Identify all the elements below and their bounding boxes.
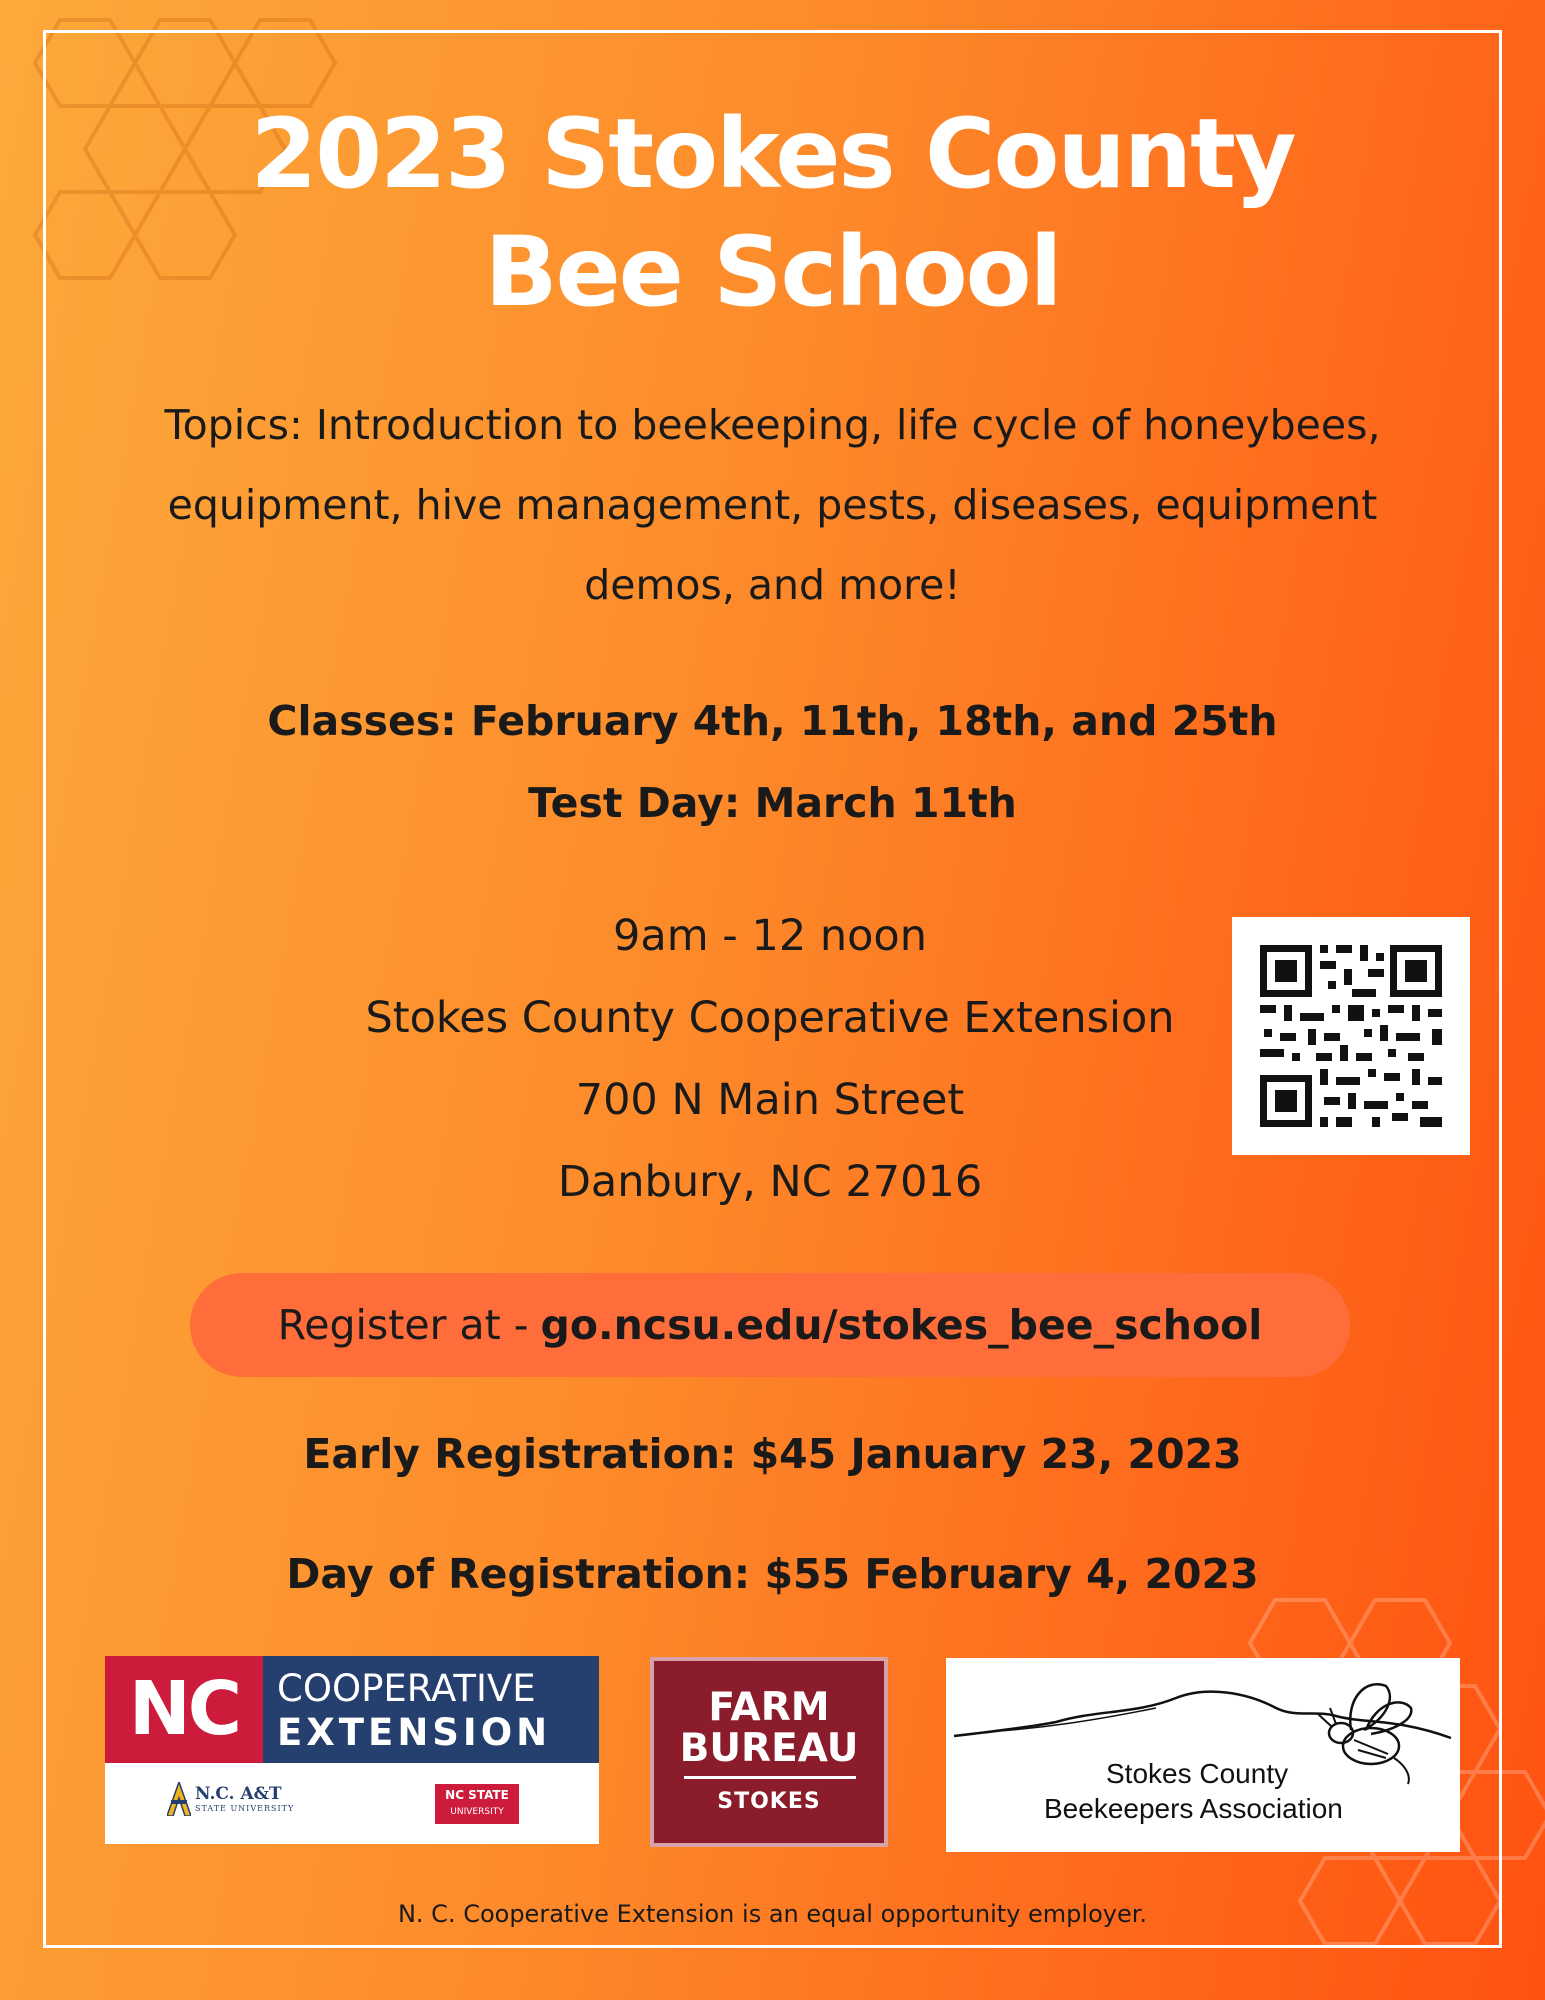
farm-bureau-logo bbox=[650, 1657, 888, 1847]
qr-code-icon bbox=[1232, 917, 1470, 1155]
nc-state-sub: UNIVERSITY bbox=[450, 1807, 504, 1817]
nc-mark: NC bbox=[105, 1656, 263, 1763]
nc-at-name: N.C. A&T bbox=[195, 1784, 282, 1804]
cooperative-text: COOPERATIVE bbox=[277, 1667, 536, 1710]
nc-cooperative-extension-logo bbox=[105, 1656, 599, 1844]
stokes-text: STOKES bbox=[717, 1789, 821, 1814]
title-line-1: 2023 Stokes County bbox=[250, 98, 1295, 210]
page-title bbox=[0, 95, 1545, 331]
register-prefix: Register at - bbox=[277, 1301, 529, 1349]
extension-text: EXTENSION bbox=[277, 1711, 552, 1754]
time: 9am - 12 noon bbox=[613, 911, 927, 961]
venue-name: Stokes County Cooperative Extension bbox=[365, 993, 1175, 1043]
classes-dates: Classes: February 4th, 11th, 18th, and 25th bbox=[267, 697, 1278, 745]
aggie-icon bbox=[167, 1782, 191, 1816]
beekeepers-line-2: Beekeepers Association bbox=[1044, 1793, 1343, 1824]
venue-info bbox=[290, 895, 1250, 1223]
title-line-2: Bee School bbox=[484, 216, 1061, 328]
topics-line: Topics: Introduction to beekeeping, life cycle of honeybees, bbox=[164, 401, 1381, 449]
nc-at-label bbox=[195, 1784, 294, 1813]
street-address: 700 N Main Street bbox=[575, 1075, 965, 1125]
early-registration: Early Registration: $45 January 23, 2023 bbox=[303, 1430, 1242, 1478]
nc-at-sub: STATE UNIVERSITY bbox=[195, 1804, 295, 1813]
city-state-zip: Danbury, NC 27016 bbox=[557, 1157, 983, 1207]
schedule bbox=[0, 680, 1545, 844]
nc-state-name: NC STATE bbox=[445, 1788, 509, 1802]
beekeepers-line-1: Stokes County bbox=[1106, 1758, 1289, 1789]
register-pill bbox=[190, 1273, 1350, 1377]
day-of-registration: Day of Registration: $55 February 4, 2023 bbox=[286, 1550, 1259, 1598]
footer-disclaimer: N. C. Cooperative Extension is an equal opportunity employer. bbox=[397, 1900, 1148, 1928]
bureau-text: BUREAU bbox=[679, 1726, 859, 1771]
register-link[interactable]: go.ncsu.edu/stokes_bee_school bbox=[540, 1301, 1263, 1349]
topics-line: demos, and more! bbox=[584, 561, 961, 609]
test-day: Test Day: March 11th bbox=[528, 779, 1017, 827]
nc-state-label bbox=[435, 1784, 519, 1824]
beekeepers-association-logo bbox=[946, 1658, 1460, 1852]
topics-text bbox=[80, 385, 1465, 625]
topics-line: equipment, hive management, pests, diseases, equipment bbox=[167, 481, 1378, 529]
farm-text: FARM bbox=[708, 1685, 830, 1730]
divider bbox=[684, 1776, 856, 1779]
qr-code[interactable] bbox=[1232, 917, 1470, 1155]
